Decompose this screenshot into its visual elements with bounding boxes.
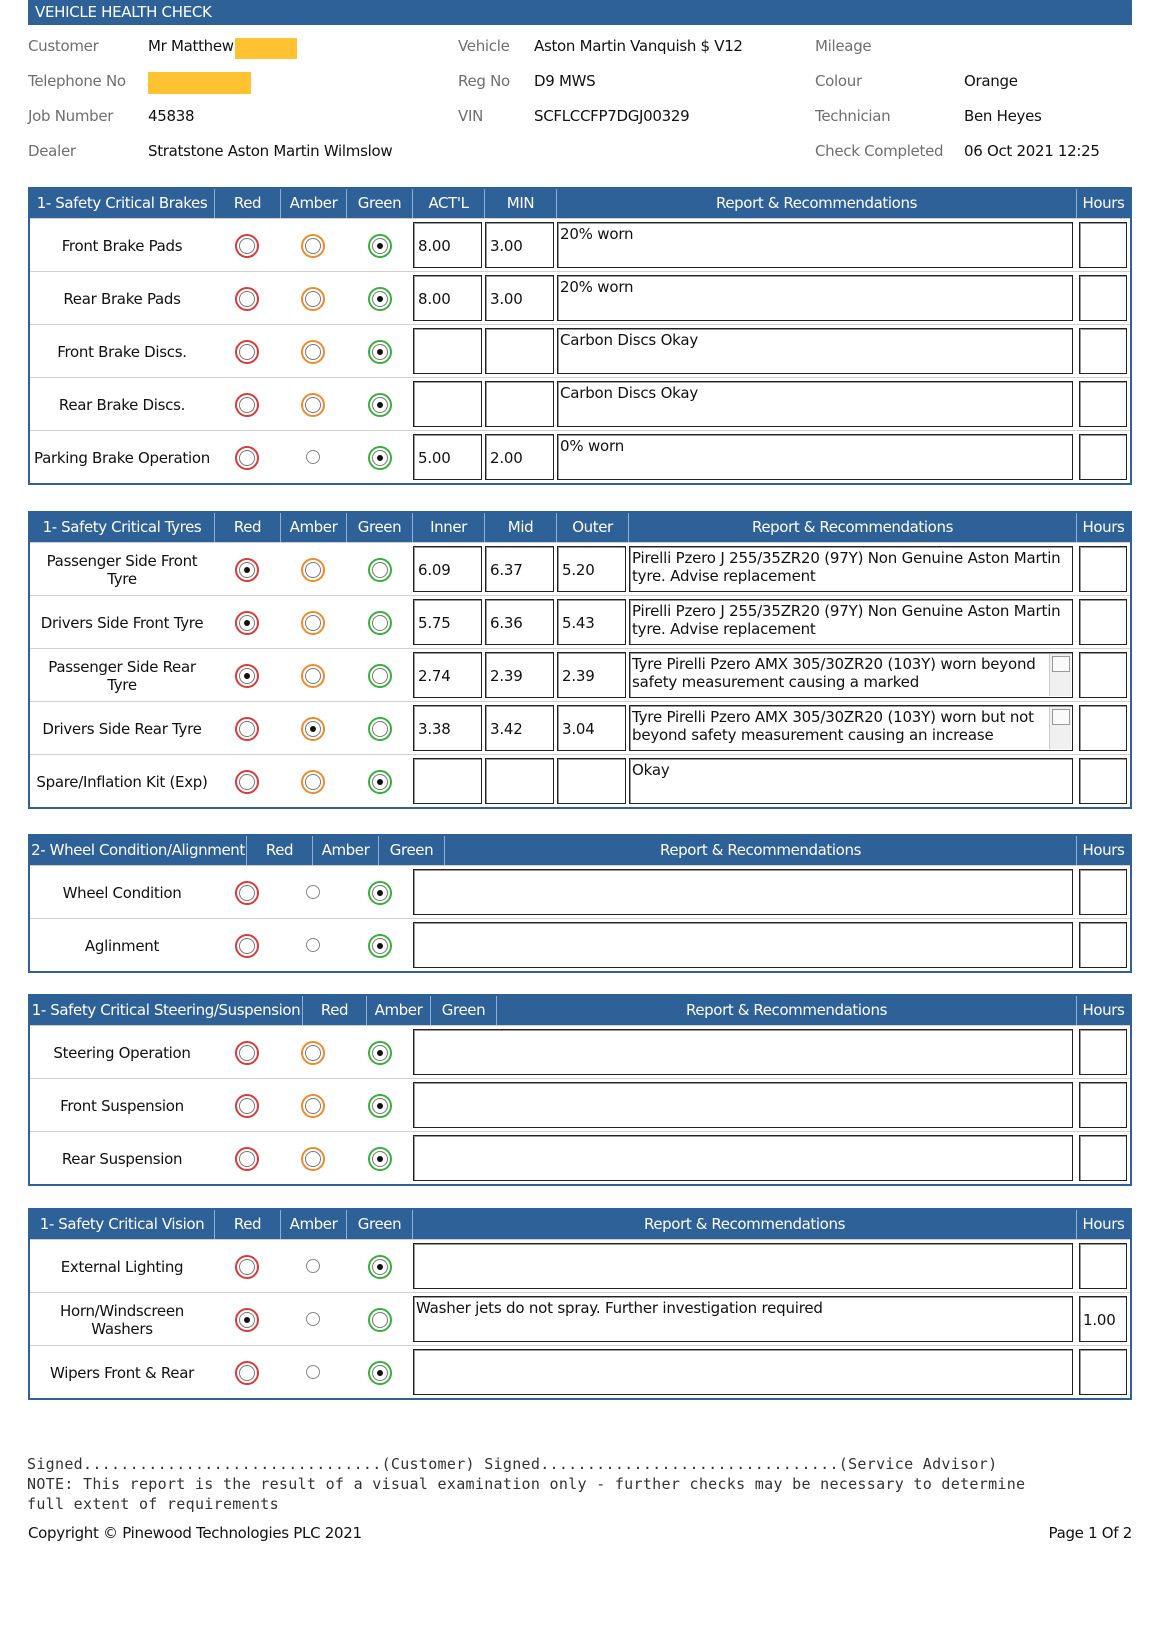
check-item-label: Parking Brake Operation <box>34 448 210 467</box>
redaction-block <box>235 38 297 59</box>
hours-field[interactable] <box>1079 222 1127 268</box>
red-column-header: Red <box>214 1210 280 1239</box>
table-row <box>30 271 1130 324</box>
green-column-header: Green <box>430 996 496 1025</box>
vin-label: VIN <box>458 107 484 125</box>
actual-field[interactable]: 8.00 <box>413 222 482 268</box>
section-title: 1- Safety Critical Vision <box>39 1215 205 1233</box>
red-column-header: Red <box>246 836 312 865</box>
telephone-label: Telephone No <box>28 72 126 90</box>
red-radio[interactable] <box>235 1041 259 1065</box>
red-column-header: Red <box>214 189 280 218</box>
steering-section <box>28 994 1132 1186</box>
amber-radio[interactable] <box>306 1312 320 1326</box>
green-radio[interactable] <box>368 881 392 905</box>
table-row <box>30 1078 1130 1131</box>
report-field[interactable]: Pirelli Pzero J 255/35ZR20 (97Y) Non Genuine Aston Martin tyre. Advise replacement <box>629 546 1073 592</box>
amber-radio[interactable] <box>306 450 320 464</box>
vehicle-value: Aston Martin Vanquish $ V12 <box>534 37 743 55</box>
section-title: 2- Wheel Condition/Alignment <box>31 841 245 859</box>
steering-header <box>30 996 1130 1025</box>
actual-field[interactable] <box>413 328 482 374</box>
mid-field[interactable]: 2.39 <box>485 652 554 698</box>
green-column-header: Green <box>346 513 412 542</box>
report-field[interactable] <box>413 1029 1073 1075</box>
hours-column-header: Hours <box>1076 1210 1130 1239</box>
table-row <box>30 1292 1130 1345</box>
outer-field[interactable] <box>557 758 626 804</box>
green-radio[interactable] <box>368 1308 392 1332</box>
red-radio[interactable] <box>235 881 259 905</box>
green-radio[interactable] <box>368 664 392 688</box>
table-row <box>30 648 1130 701</box>
amber-radio[interactable] <box>301 234 325 258</box>
section-title: 1- Safety Critical Tyres <box>42 518 202 536</box>
amber-radio[interactable] <box>301 611 325 635</box>
scrollbar[interactable] <box>1049 654 1071 696</box>
red-radio[interactable] <box>235 611 259 635</box>
hours-column-header: Hours <box>1076 513 1130 542</box>
redaction-block <box>148 72 251 94</box>
check-item-label: Wheel Condition <box>62 883 182 902</box>
check-item-label: Rear Brake Pads <box>63 289 181 308</box>
table-row <box>30 918 1130 971</box>
report-field[interactable]: Pirelli Pzero J 255/35ZR20 (97Y) Non Genuine Aston Martin tyre. Advise replacement <box>629 599 1073 645</box>
section-title: 1- Safety Critical Steering/Suspension <box>31 1001 301 1019</box>
min-field[interactable]: 2.00 <box>485 434 554 480</box>
page-number: Page 1 Of 2 <box>1048 1524 1132 1542</box>
reg-label: Reg No <box>458 72 510 90</box>
report-field[interactable]: Carbon Discs Okay <box>557 328 1073 374</box>
section-title: 1- Safety Critical Brakes <box>36 194 208 212</box>
report-column-header: Report & Recommendations <box>412 1210 1076 1239</box>
min-field[interactable]: 3.00 <box>485 275 554 321</box>
amber-radio[interactable] <box>306 885 320 899</box>
wheel-header <box>30 836 1130 865</box>
hours-field[interactable]: 1.00 <box>1079 1296 1127 1342</box>
red-column-header: Red <box>302 996 366 1025</box>
amber-radio[interactable] <box>301 558 325 582</box>
check-item-label: External Lighting <box>60 1257 184 1276</box>
amber-radio[interactable] <box>306 938 320 952</box>
green-radio[interactable] <box>368 558 392 582</box>
check-item-label: Front Suspension <box>60 1096 184 1115</box>
red-radio[interactable] <box>235 717 259 741</box>
job-number-label: Job Number <box>28 107 114 125</box>
actual-column-header: ACT'L <box>412 189 484 218</box>
check-item-label: Rear Brake Discs. <box>58 395 186 414</box>
report-field[interactable]: Carbon Discs Okay <box>557 381 1073 427</box>
table-row <box>30 595 1130 648</box>
hours-column-header: Hours <box>1076 189 1130 218</box>
outer-field[interactable]: 3.04 <box>557 705 626 751</box>
report-field[interactable]: Washer jets do not spray. Further investigation required <box>413 1296 1073 1342</box>
green-radio[interactable] <box>368 446 392 470</box>
red-radio[interactable] <box>235 1308 259 1332</box>
hours-field[interactable] <box>1079 1029 1127 1075</box>
green-column-header: Green <box>346 1210 412 1239</box>
report-field[interactable]: 0% worn <box>557 434 1073 480</box>
table-row <box>30 1239 1130 1292</box>
hours-field[interactable] <box>1079 1243 1127 1289</box>
check-completed-label: Check Completed <box>815 142 944 160</box>
customer-label: Customer <box>28 37 99 55</box>
hours-field[interactable] <box>1079 434 1127 480</box>
amber-column-header: Amber <box>280 189 346 218</box>
mileage-label: Mileage <box>815 37 872 55</box>
amber-radio[interactable] <box>306 1365 320 1379</box>
report-column-header: Report & Recommendations <box>444 836 1076 865</box>
min-field[interactable]: 3.00 <box>485 222 554 268</box>
report-field[interactable] <box>629 652 1073 698</box>
red-column-header: Red <box>214 513 280 542</box>
red-radio[interactable] <box>235 1361 259 1385</box>
report-field[interactable] <box>413 922 1073 968</box>
green-radio[interactable] <box>368 770 392 794</box>
colour-label: Colour <box>815 72 862 90</box>
hours-field[interactable] <box>1079 1135 1127 1181</box>
hours-field[interactable] <box>1079 1349 1127 1395</box>
red-radio[interactable] <box>235 934 259 958</box>
actual-field[interactable]: 8.00 <box>413 275 482 321</box>
inner-column-header: Inner <box>412 513 484 542</box>
actual-field[interactable] <box>413 381 482 427</box>
amber-column-header: Amber <box>312 836 378 865</box>
copyright: Copyright © Pinewood Technologies PLC 2021 <box>28 1524 362 1542</box>
scrollbar[interactable] <box>1049 707 1071 749</box>
green-radio[interactable] <box>368 393 392 417</box>
report-text: Tyre Pirelli Pzero AMX 305/30ZR20 (103Y) worn beyond safety measurement causing a marked <box>632 655 1036 691</box>
disclaimer-note-continued: full extent of requirements <box>27 1495 279 1513</box>
red-radio[interactable] <box>235 664 259 688</box>
green-radio[interactable] <box>368 1094 392 1118</box>
tyres-header <box>30 513 1130 542</box>
amber-radio[interactable] <box>301 340 325 364</box>
check-item-label: Wipers Front & Rear <box>50 1363 194 1382</box>
mid-column-header: Mid <box>484 513 556 542</box>
table-row <box>30 1131 1130 1184</box>
amber-radio[interactable] <box>301 770 325 794</box>
hours-field[interactable] <box>1079 328 1127 374</box>
customer-value: Mr Matthew <box>148 37 234 55</box>
table-row <box>30 324 1130 377</box>
vision-section <box>28 1208 1132 1400</box>
mid-field[interactable]: 6.36 <box>485 599 554 645</box>
report-field[interactable] <box>413 1243 1073 1289</box>
brakes-header <box>30 189 1130 218</box>
actual-field[interactable]: 5.00 <box>413 434 482 480</box>
hours-field[interactable] <box>1079 705 1127 751</box>
outer-field[interactable]: 5.20 <box>557 546 626 592</box>
hours-column-header: Hours <box>1076 836 1130 865</box>
table-row <box>30 377 1130 430</box>
hours-field[interactable] <box>1079 758 1127 804</box>
amber-column-header: Amber <box>366 996 430 1025</box>
green-radio[interactable] <box>368 1041 392 1065</box>
technician-value: Ben Heyes <box>964 107 1042 125</box>
red-radio[interactable] <box>235 1147 259 1171</box>
report-text: Tyre Pirelli Pzero AMX 305/30ZR20 (103Y) worn but not beyond safety measurement causing an increase <box>632 708 1034 744</box>
signature-line: Signed................................(Customer) Signed................................(Service Advisor) <box>27 1455 998 1473</box>
hours-field[interactable] <box>1079 922 1127 968</box>
table-row <box>30 430 1130 483</box>
outer-field[interactable]: 5.43 <box>557 599 626 645</box>
amber-column-header: Amber <box>280 513 346 542</box>
report-field[interactable]: Okay <box>629 758 1073 804</box>
hours-column-header: Hours <box>1076 996 1130 1025</box>
inner-field[interactable]: 6.09 <box>413 546 482 592</box>
green-radio[interactable] <box>368 1147 392 1171</box>
dealer-value: Stratstone Aston Martin Wilmslow <box>148 142 393 160</box>
dealer-label: Dealer <box>28 142 76 160</box>
amber-radio[interactable] <box>301 393 325 417</box>
hours-field[interactable] <box>1079 546 1127 592</box>
report-field[interactable]: 20% worn <box>557 275 1073 321</box>
amber-radio[interactable] <box>306 1259 320 1273</box>
amber-column-header: Amber <box>280 1210 346 1239</box>
vehicle-label: Vehicle <box>458 37 510 55</box>
red-radio[interactable] <box>235 234 259 258</box>
inner-field[interactable]: 3.38 <box>413 705 482 751</box>
green-column-header: Green <box>378 836 444 865</box>
green-column-header: Green <box>346 189 412 218</box>
page-title: VEHICLE HEALTH CHECK <box>28 0 1132 25</box>
mid-field[interactable]: 3.42 <box>485 705 554 751</box>
table-row <box>30 754 1130 807</box>
check-item-label: Front Brake Pads <box>61 236 183 255</box>
check-item-label: Passenger Side Front Tyre <box>46 551 198 588</box>
hours-field[interactable] <box>1079 869 1127 915</box>
wheel-section <box>28 834 1132 973</box>
check-item-label: Drivers Side Rear Tyre <box>42 719 202 738</box>
job-number-value: 45838 <box>148 107 195 125</box>
check-item-label: Passenger Side Rear Tyre <box>48 657 196 694</box>
min-field[interactable] <box>485 328 554 374</box>
hours-field[interactable] <box>1079 1082 1127 1128</box>
red-radio[interactable] <box>235 558 259 582</box>
amber-radio[interactable] <box>301 1041 325 1065</box>
report-column-header: Report & Recommendations <box>556 189 1076 218</box>
report-column-header: Report & Recommendations <box>628 513 1076 542</box>
red-radio[interactable] <box>235 770 259 794</box>
vision-header <box>30 1210 1130 1239</box>
amber-radio[interactable] <box>301 1147 325 1171</box>
table-row <box>30 701 1130 754</box>
report-field[interactable] <box>413 1135 1073 1181</box>
check-item-label: Horn/Windscreen Washers <box>60 1301 184 1338</box>
inner-field[interactable] <box>413 758 482 804</box>
red-radio[interactable] <box>235 340 259 364</box>
check-item-label: Spare/Inflation Kit (Exp) <box>36 772 208 791</box>
red-radio[interactable] <box>235 1255 259 1279</box>
table-row <box>30 1025 1130 1078</box>
disclaimer-note: NOTE: This report is the result of a visual examination only - further checks may be necessary to determine <box>27 1475 1026 1493</box>
report-field[interactable]: 20% worn <box>557 222 1073 268</box>
table-row <box>30 542 1130 595</box>
red-radio[interactable] <box>235 287 259 311</box>
report-field[interactable] <box>413 869 1073 915</box>
green-radio[interactable] <box>368 287 392 311</box>
inner-field[interactable]: 2.74 <box>413 652 482 698</box>
report-field[interactable] <box>413 1349 1073 1395</box>
min-field[interactable] <box>485 381 554 427</box>
red-radio[interactable] <box>235 1094 259 1118</box>
outer-column-header: Outer <box>556 513 628 542</box>
report-column-header: Report & Recommendations <box>496 996 1076 1025</box>
check-item-label: Aglinment <box>84 936 160 955</box>
check-item-label: Steering Operation <box>53 1043 191 1062</box>
report-field[interactable] <box>629 705 1073 751</box>
green-radio[interactable] <box>368 340 392 364</box>
amber-radio[interactable] <box>301 717 325 741</box>
amber-radio[interactable] <box>301 1094 325 1118</box>
hours-field[interactable] <box>1079 652 1127 698</box>
colour-value: Orange <box>964 72 1018 90</box>
green-radio[interactable] <box>368 1255 392 1279</box>
table-row <box>30 218 1130 271</box>
green-radio[interactable] <box>368 611 392 635</box>
amber-radio[interactable] <box>301 664 325 688</box>
brakes-section <box>28 187 1132 485</box>
green-radio[interactable] <box>368 934 392 958</box>
check-completed-value: 06 Oct 2021 12:25 <box>964 142 1100 160</box>
green-radio[interactable] <box>368 717 392 741</box>
red-radio[interactable] <box>235 393 259 417</box>
check-item-label: Front Brake Discs. <box>57 342 187 361</box>
check-item-label: Rear Suspension <box>61 1149 183 1168</box>
mid-field[interactable] <box>485 758 554 804</box>
green-radio[interactable] <box>368 1361 392 1385</box>
vin-value: SCFLCCFP7DGJ00329 <box>534 107 690 125</box>
mid-field[interactable]: 6.37 <box>485 546 554 592</box>
green-radio[interactable] <box>368 234 392 258</box>
check-item-label: Drivers Side Front Tyre <box>40 613 204 632</box>
min-column-header: MIN <box>484 189 556 218</box>
red-radio[interactable] <box>235 446 259 470</box>
hours-field[interactable] <box>1079 599 1127 645</box>
outer-field[interactable]: 2.39 <box>557 652 626 698</box>
technician-label: Technician <box>815 107 891 125</box>
hours-field[interactable] <box>1079 275 1127 321</box>
reg-value: D9 MWS <box>534 72 596 90</box>
table-row <box>30 865 1130 918</box>
amber-radio[interactable] <box>301 287 325 311</box>
report-field[interactable] <box>413 1082 1073 1128</box>
inner-field[interactable]: 5.75 <box>413 599 482 645</box>
tyres-section <box>28 511 1132 809</box>
table-row <box>30 1345 1130 1398</box>
hours-field[interactable] <box>1079 381 1127 427</box>
